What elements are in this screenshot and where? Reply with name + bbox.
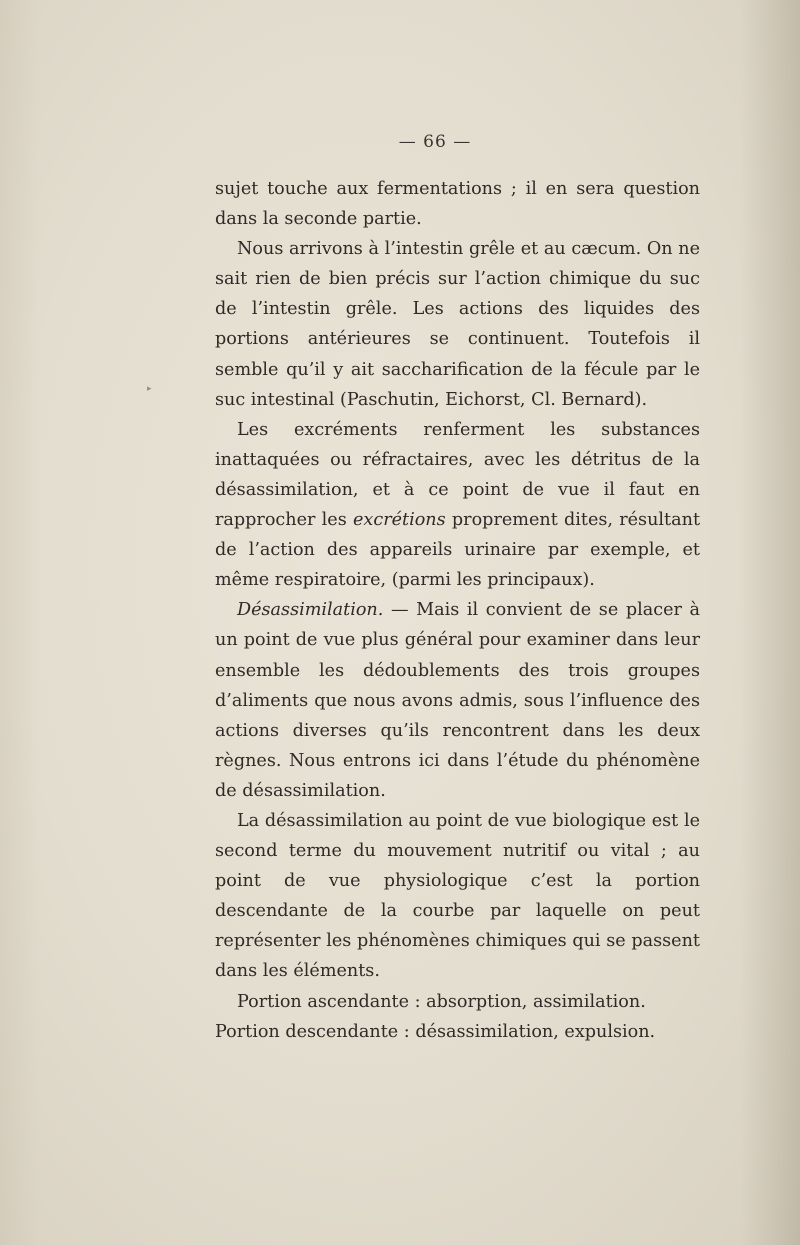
section-heading-desassimilation: Désassimilation. <box>237 600 384 621</box>
paragraph-3-text-after: proprement dites, résultant de l’action des appareils urinaire par exemple, et même respiratoire, (parmi les principaux). <box>215 510 701 591</box>
paragraph-5: La désassimilation au point de vue biologique est le second terme du mouvement nutritif ou vital ; au point de vue physiologique c’est la portion descendante de la courbe par laquelle on peut représenter les phénomènes chimiques qui se passent dans les éléments. <box>215 810 700 982</box>
paragraph-4-text: — Mais il convient de se placer à un point de vue plus général pour examiner dans leur ensemble les dédoublements des trois groupes d’aliments que nous avons admis, sous l’influence des actions diverses qu’ils rencontrent dans les deux règnes. Nous entrons ici dans l’étude du phénomène de désassimilation. <box>215 600 700 801</box>
page-number: — 66 — <box>398 132 472 152</box>
paragraph-3-text-before: Les excréments renferment les substances inattaquées ou réfractaires, avec les détritus de la désassimilation, et à ce point de vue il faut en rapprocher les <box>215 419 700 531</box>
paragraph-7: Portion descendante : désassimilation, expulsion. <box>215 1021 656 1042</box>
paragraph-4 <box>215 595 700 806</box>
paragraph-2: Nous arrivons à l’intestin grêle et au cæcum. On ne sait rien de bien précis sur l’action chimique du suc de l’intestin grêle. Les actions des liquides des portions antérieures se continuent. Toutefois il semble qu’il y ait saccharification de la fécule par le suc intestinal (Paschutin, Eichorst, Cl. Bernard). <box>215 239 700 410</box>
paragraph-1: sujet touche aux fermentations ; il en sera question dans la seconde partie. <box>215 179 700 230</box>
body-text <box>215 174 700 1047</box>
paragraph-6: Portion ascendante : absorption, assimilation. <box>237 991 646 1012</box>
paragraph-3-emphasis: excrétions <box>353 510 446 531</box>
paragraph-3 <box>215 415 700 596</box>
margin-mark: ▸ <box>147 384 152 394</box>
